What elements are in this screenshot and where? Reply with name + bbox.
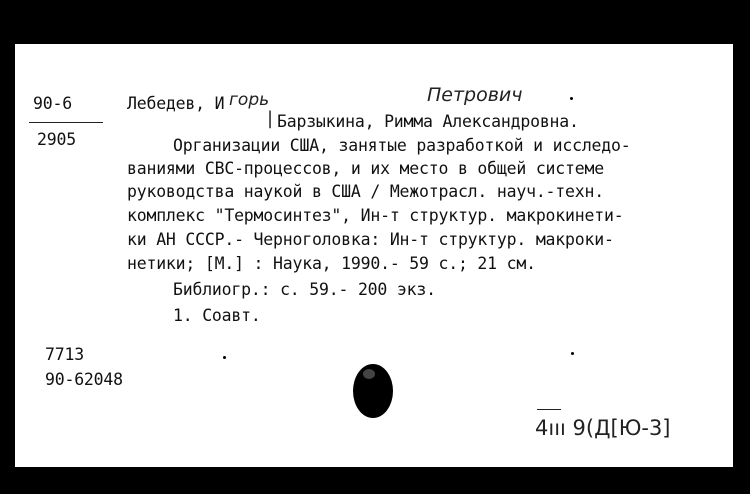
coauthor-mark: | — [267, 108, 274, 129]
title-line-5: ки АН СССР.- Черноголовка: Ин-т структур. макроки- — [127, 230, 614, 249]
author-handwritten-patronymic: Петрович — [427, 84, 523, 106]
catalog-card — [15, 44, 733, 467]
class-number: 90-6 — [33, 94, 72, 113]
author-handwritten-given-name: горь — [229, 90, 270, 110]
call-number: 2905 — [37, 130, 76, 149]
note-bibliography: Библиогр.: с. 59.- 200 экз. — [173, 280, 436, 299]
handwritten-shelfmark: 4ııı 9(Д[Ю-3] — [535, 416, 671, 440]
note-coauthor: 1. Соавт. — [173, 306, 261, 325]
speck — [223, 356, 226, 359]
coauthor-line: Барзыкина, Римма Александровна. — [277, 112, 579, 131]
author-typed: Лебедев, И — [127, 94, 225, 113]
ink-dot — [570, 97, 573, 100]
punch-hole — [353, 364, 393, 418]
title-line-1: Организации США, занятые разработкой и исследо- — [173, 136, 631, 155]
title-line-2: ваниями СВС-процессов, и их место в общей системе — [127, 159, 604, 178]
class-divider — [29, 122, 103, 123]
title-line-4: комплекс "Термосинтез", Ин-т структур. макрокинети- — [127, 206, 624, 225]
title-line-6: нетики; [М.] : Наука, 1990.- 59 с.; 21 см. — [127, 254, 536, 273]
shelfmark-underline — [537, 409, 561, 410]
title-line-3: руководства наукой в США / Межотрасл. науч.-техн. — [127, 182, 604, 201]
id-number: 7713 — [45, 345, 84, 364]
speck — [571, 352, 574, 355]
registry-number: 90-62048 — [45, 370, 123, 389]
